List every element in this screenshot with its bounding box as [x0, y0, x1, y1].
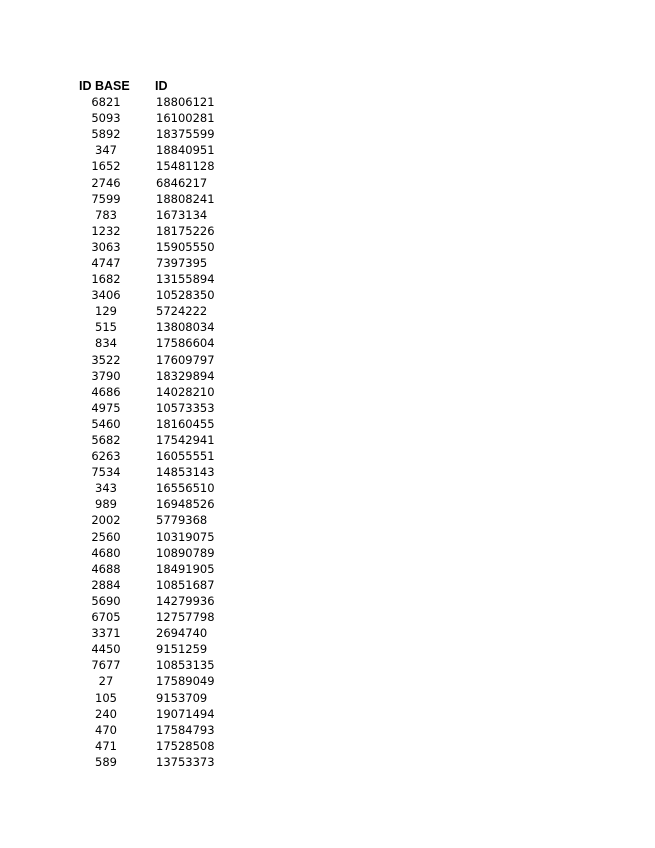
- cell-id: 18160455: [156, 416, 215, 431]
- table-row: [79, 673, 236, 689]
- table-row: [79, 738, 236, 754]
- cell-id: 5724222: [156, 304, 208, 319]
- cell-id-base: 343: [95, 481, 117, 496]
- cell-id: 17584793: [156, 722, 215, 737]
- table-row: [79, 657, 236, 673]
- table-row: [79, 142, 236, 158]
- cell-id-base: 4975: [91, 400, 121, 415]
- table-row: [79, 545, 236, 561]
- cell-id-base: 2560: [91, 529, 121, 544]
- cell-id: 7397395: [156, 255, 208, 270]
- cell-id-base: 589: [95, 754, 117, 769]
- cell-id-base: 783: [95, 207, 117, 222]
- cell-id: 14853143: [156, 465, 215, 480]
- table-row: [79, 480, 236, 496]
- column-header-id-base: ID BASE: [79, 78, 130, 93]
- cell-id-base: 6705: [91, 610, 121, 625]
- table-row: [79, 593, 236, 609]
- cell-id: 10853135: [156, 658, 215, 673]
- table-header-row: [79, 77, 236, 94]
- cell-id-base: 1232: [91, 223, 121, 238]
- table-row: [79, 529, 236, 545]
- cell-id: 12757798: [156, 610, 215, 625]
- table-row: [79, 223, 236, 239]
- column-header-id: ID: [155, 78, 168, 93]
- cell-id-base: 3063: [91, 239, 121, 254]
- table-row: [79, 609, 236, 625]
- cell-id-base: 7599: [91, 191, 121, 206]
- cell-id: 18375599: [156, 127, 215, 142]
- cell-id: 13753373: [156, 754, 215, 769]
- cell-id: 18329894: [156, 368, 215, 383]
- cell-id: 16948526: [156, 497, 215, 512]
- table-row: [79, 368, 236, 384]
- cell-id: 13808034: [156, 320, 215, 335]
- cell-id: 14028210: [156, 384, 215, 399]
- cell-id-base: 4680: [91, 545, 121, 560]
- cell-id: 17528508: [156, 738, 215, 753]
- cell-id: 9153709: [156, 690, 208, 705]
- table-row: [79, 416, 236, 432]
- cell-id-base: 240: [95, 706, 117, 721]
- cell-id-base: 2884: [91, 577, 121, 592]
- cell-id-base: 105: [95, 690, 117, 705]
- table-row: [79, 625, 236, 641]
- cell-id-base: 4747: [91, 255, 121, 270]
- table-row: [79, 207, 236, 223]
- table-row: [79, 174, 236, 190]
- cell-id: 18175226: [156, 223, 215, 238]
- cell-id-base: 5892: [91, 127, 121, 142]
- cell-id: 16100281: [156, 111, 215, 126]
- table-row: [79, 158, 236, 174]
- cell-id: 10573353: [156, 400, 215, 415]
- table-row: [79, 335, 236, 351]
- cell-id-base: 347: [95, 143, 117, 158]
- cell-id-base: 515: [95, 320, 117, 335]
- cell-id-base: 471: [95, 738, 117, 753]
- cell-id: 1673134: [156, 207, 208, 222]
- cell-id: 17586604: [156, 336, 215, 351]
- table-row: [79, 561, 236, 577]
- table-row: [79, 287, 236, 303]
- cell-id-base: 3371: [91, 626, 121, 641]
- cell-id: 18808241: [156, 191, 215, 206]
- cell-id-base: 4450: [91, 642, 121, 657]
- cell-id: 18806121: [156, 95, 215, 110]
- cell-id: 6846217: [156, 175, 208, 190]
- cell-id-base: 6821: [91, 95, 121, 110]
- cell-id: 13155894: [156, 272, 215, 287]
- data-table: [79, 77, 236, 770]
- cell-id: 10890789: [156, 545, 215, 560]
- cell-id-base: 3790: [91, 368, 121, 383]
- cell-id: 18840951: [156, 143, 215, 158]
- table-row: [79, 352, 236, 368]
- table-row: [79, 319, 236, 335]
- cell-id: 16556510: [156, 481, 215, 496]
- table-row: [79, 722, 236, 738]
- cell-id: 18491905: [156, 561, 215, 576]
- cell-id-base: 5093: [91, 111, 121, 126]
- table-row: [79, 271, 236, 287]
- cell-id: 19071494: [156, 706, 215, 721]
- cell-id-base: 4688: [91, 561, 121, 576]
- cell-id-base: 1652: [91, 159, 121, 174]
- cell-id: 5779368: [156, 513, 208, 528]
- cell-id: 17609797: [156, 352, 215, 367]
- table-row: [79, 239, 236, 255]
- cell-id: 16055551: [156, 449, 215, 464]
- table-row: [79, 448, 236, 464]
- cell-id-base: 834: [95, 336, 117, 351]
- cell-id-base: 5460: [91, 416, 121, 431]
- cell-id-base: 7677: [91, 658, 121, 673]
- cell-id: 10851687: [156, 577, 215, 592]
- cell-id-base: 27: [98, 674, 114, 689]
- table-row: [79, 496, 236, 512]
- cell-id: 10319075: [156, 529, 215, 544]
- table-row: [79, 255, 236, 271]
- table-row: [79, 512, 236, 528]
- cell-id-base: 4686: [91, 384, 121, 399]
- cell-id-base: 989: [95, 497, 117, 512]
- cell-id-base: 1682: [91, 272, 121, 287]
- table-row: [79, 706, 236, 722]
- cell-id: 9151259: [156, 642, 208, 657]
- table-row: [79, 432, 236, 448]
- cell-id: 2694740: [156, 626, 208, 641]
- table-row: [79, 384, 236, 400]
- cell-id: 14279936: [156, 593, 215, 608]
- cell-id: 15481128: [156, 159, 215, 174]
- table-row: [79, 94, 236, 110]
- table-row: [79, 754, 236, 770]
- cell-id-base: 129: [95, 304, 117, 319]
- cell-id: 15905550: [156, 239, 215, 254]
- cell-id-base: 3522: [91, 352, 121, 367]
- table-row: [79, 689, 236, 705]
- cell-id-base: 6263: [91, 449, 121, 464]
- table-row: [79, 191, 236, 207]
- cell-id: 17542941: [156, 433, 215, 448]
- cell-id-base: 2746: [91, 175, 121, 190]
- table-row: [79, 110, 236, 126]
- cell-id-base: 7534: [91, 465, 121, 480]
- table-row: [79, 641, 236, 657]
- cell-id-base: 2002: [91, 513, 121, 528]
- cell-id-base: 3406: [91, 288, 121, 303]
- cell-id-base: 470: [95, 722, 117, 737]
- table-body: [79, 94, 236, 770]
- table-row: [79, 303, 236, 319]
- cell-id-base: 5682: [91, 433, 121, 448]
- table-row: [79, 464, 236, 480]
- table-row: [79, 126, 236, 142]
- table-row: [79, 400, 236, 416]
- table-row: [79, 577, 236, 593]
- cell-id-base: 5690: [91, 593, 121, 608]
- cell-id: 17589049: [156, 674, 215, 689]
- cell-id: 10528350: [156, 288, 215, 303]
